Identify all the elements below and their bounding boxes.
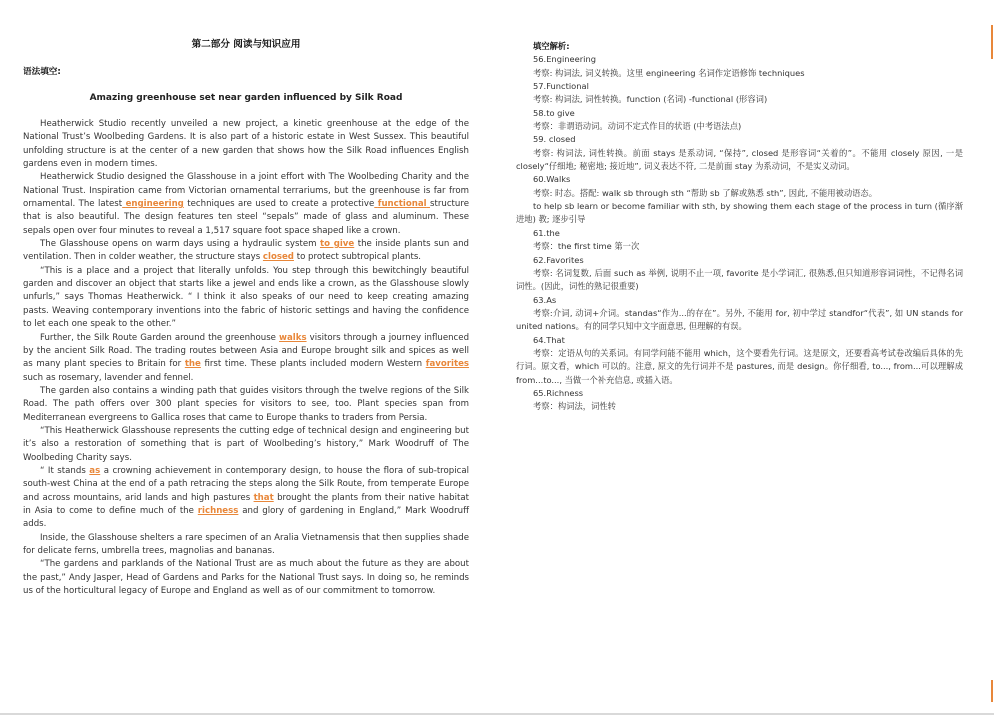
text-span: first time. These plants included modern Western — [204, 359, 423, 370]
margin-marker — [991, 680, 993, 702]
text-span: structure that is also beautiful. The design features ten steel “sepals” made of glass and aluminum. These sepals open over four minutes to reveal a 1,517 square foot space shaped like a crown. — [23, 199, 469, 236]
right-column — [516, 40, 963, 414]
answer-explanation: 考察: 构词法, 词性转换。function (名词) -functional (形容词) — [533, 94, 768, 105]
article-paragraph — [23, 171, 469, 238]
article-title: Amazing greenhouse set near garden influenced by Silk Road — [89, 93, 403, 103]
text-span: and glory of gardening in England,” Mark Woodruff adds. — [23, 505, 470, 530]
answer-blank: that — [253, 492, 274, 503]
answer-explanation: 考察: 时态。搭配: walk sb through sth “帮助 sb 了解或熟悉 sth”, 因此, 不能用被动语态。 — [533, 187, 878, 198]
answer-number: 65.Richness — [533, 387, 584, 398]
answer-number: 63.As — [533, 294, 557, 305]
article-paragraph: Heatherwick Studio recently unveiled a new project, a kinetic greenhouse at the edge of the National Trust’s Woolbeding Gardens. It is also part of a historic estate in West Sussex. This beautiful unfolding structure is at the center of a new garden that shows how the Silk Road influences English gardens even in modern times. — [23, 119, 469, 170]
left-column — [23, 38, 469, 598]
answer-number: 64.That — [533, 334, 565, 345]
answer-blank: to give — [319, 239, 355, 250]
text-span: such as rosemary, lavender and fennel. — [23, 372, 194, 383]
answer-blank: the — [184, 359, 201, 370]
text-span: Heatherwick Studio designed the Glasshouse in a joint effort with The Woolbeding Charity and the National Trust. Inspiration came from Victorian ornamental terrariums, but the greenhouse is far from ornamental. The latest — [23, 172, 469, 210]
answer-explanation: 考察：定语从句的关系词。有同学问能不能用 which，这个要看先行词。这是原文，还要看高考试卷改编后具体的先行词。原文看，which 可以的。注意, 原文的先行词并不是 pastures, 而是 design。你仔细看, to..., from...可以理解成 from...to..., 当做一个补充信息, 或插入语。 — [516, 347, 963, 385]
text-span: a crowning achievement in contemporary design, to house the flora of sub-tropical south-west China at the end of a path retracing the steps along the Silk Route, from temperate Europe and across mountains, arid lands and high pastures — [23, 465, 470, 503]
article-paragraph — [23, 465, 469, 532]
answer-blank: favorites — [425, 359, 470, 370]
text-span: visitors through a journey influenced by the ancient Silk Road. The trading routes between Asia and Europe brought silk and spices as well as many plant species to Britain for — [23, 332, 470, 370]
text-span: The Glasshouse opens on warm days using a hydraulic system — [40, 239, 317, 250]
answer-explanation: 考察: 构词法, 词义转换。这里 engineering 名词作定语修饰 techniques — [533, 67, 805, 78]
answer-number: 56.Engineering — [533, 54, 596, 65]
answer-explanation: 考察：构词法，词性转 — [533, 401, 616, 412]
section-title: 第二部分 阅读与知识应用 — [191, 39, 301, 50]
answer-blank: walks — [279, 332, 307, 343]
answer-explanation: 考察：非谓语动词。动词不定式作目的状语 (中考语法点) — [533, 121, 742, 132]
article-paragraph: Inside, the Glasshouse shelters a rare specimen of an Aralia Vietnamensis that then supplies shade for delicate ferns, umbrella trees, magnolias and bananas. — [23, 532, 469, 556]
margin-marker — [991, 25, 993, 59]
answer-number: 57.Functional — [533, 81, 589, 92]
answer-blank: as — [89, 465, 101, 476]
answer-number: 59. closed — [533, 134, 576, 145]
answers-heading: 填空解析: — [533, 41, 570, 51]
text-span: “ It stands — [40, 465, 86, 476]
text-span: Further, the Silk Route Garden around the greenhouse — [40, 332, 276, 343]
text-span: techniques are used to create a protective — [187, 199, 375, 210]
article-paragraph: “The gardens and parklands of the National Trust are as much about the future as they are about the past,” Andy Jasper, Head of Gardens and Parks for the National Trust says. In doing so, he reminds us of the horticultural legacy of Europe and England as well as of our commitment to tomorrow. — [23, 559, 469, 597]
answer-explanation: 考察: 名词复数, 后面 such as 举例, 说明不止一项, favorite 是小学词汇, 很熟悉,但只知道形容词词性，不记得名词词性。(因此，词性的熟记很重要) — [516, 267, 963, 292]
answer-number: 61.the — [533, 227, 560, 238]
article-paragraph: The garden also contains a winding path that guides visitors through the twelve regions of the Silk Road. The path offers over 300 plant species for visitors to see, too. Plant species span from Mediterranean evergreens to Gallica roses that came to Europe thanks to traders from Persia. — [23, 385, 469, 423]
grammar-fill-heading: 语法填空: — [23, 67, 61, 77]
answer-explanation: 考察: 构词法, 词性转换。前面 stays 是系动词, “保持”, closed 是形容词“关着的”。不能用 closely 原因, 一是 closely“仔细地; 秘密地; 接近地”, 词义表达不符, 二是前面 stay 为系动词，不是实义动词。 — [516, 147, 963, 172]
answer-explanation: 考察:介词, 动词+介词。standas“作为...的存在”。另外, 不能用 for, 初中学过 standfor“代表”, 如 UN stands for united nations。有的同学只知中文字面意思, 但理解的有误。 — [516, 307, 963, 332]
text-span: brought the plants from their native habitat in Asia to come to define much of the — [23, 492, 470, 516]
text-span: to protect subtropical plants. — [296, 252, 422, 263]
answer-number: 58.to give — [533, 107, 575, 118]
answer-explanation: 考察：the first time 第一次 — [533, 241, 640, 252]
text-span: the inside plants sun and ventilation. Then in colder weather, the structure stays — [23, 239, 470, 263]
answer-blank: richness — [197, 505, 239, 516]
answer-blank: closed — [262, 252, 294, 263]
answer-blank: engineering — [125, 199, 184, 210]
article-paragraph — [23, 332, 469, 385]
answer-number: 60.Walks — [533, 174, 571, 185]
answer-explanation: to help sb learn or become familiar with sth, by showing them each stage of the process in turn (循序渐进地) 教; 逐步引导 — [516, 201, 963, 225]
article-paragraph: “This is a place and a project that literally unfolds. You step through this bewitchingly beautiful garden and discover an object that starts like a jewel and ends like a crown, as the Glasshouse slowly unfurls,” says Thomas Heatherwick. “ I think it also speaks of our need to keep creating amazing pasts. Weaving contemporary inventions into the fabric of historic settings and having the confidence to let each one speak to the other.” — [23, 265, 469, 330]
article-paragraph — [23, 238, 469, 265]
answer-blank: functional — [377, 199, 427, 210]
article-paragraph: “This Heatherwick Glasshouse represents the cutting edge of technical design and engineering but it’s also a restoration of something that is part of Woolbeding’s history,” Mark Woodruff of The Woolbeding Charity says. — [23, 425, 469, 463]
answer-number: 62.Favorites — [533, 254, 584, 265]
